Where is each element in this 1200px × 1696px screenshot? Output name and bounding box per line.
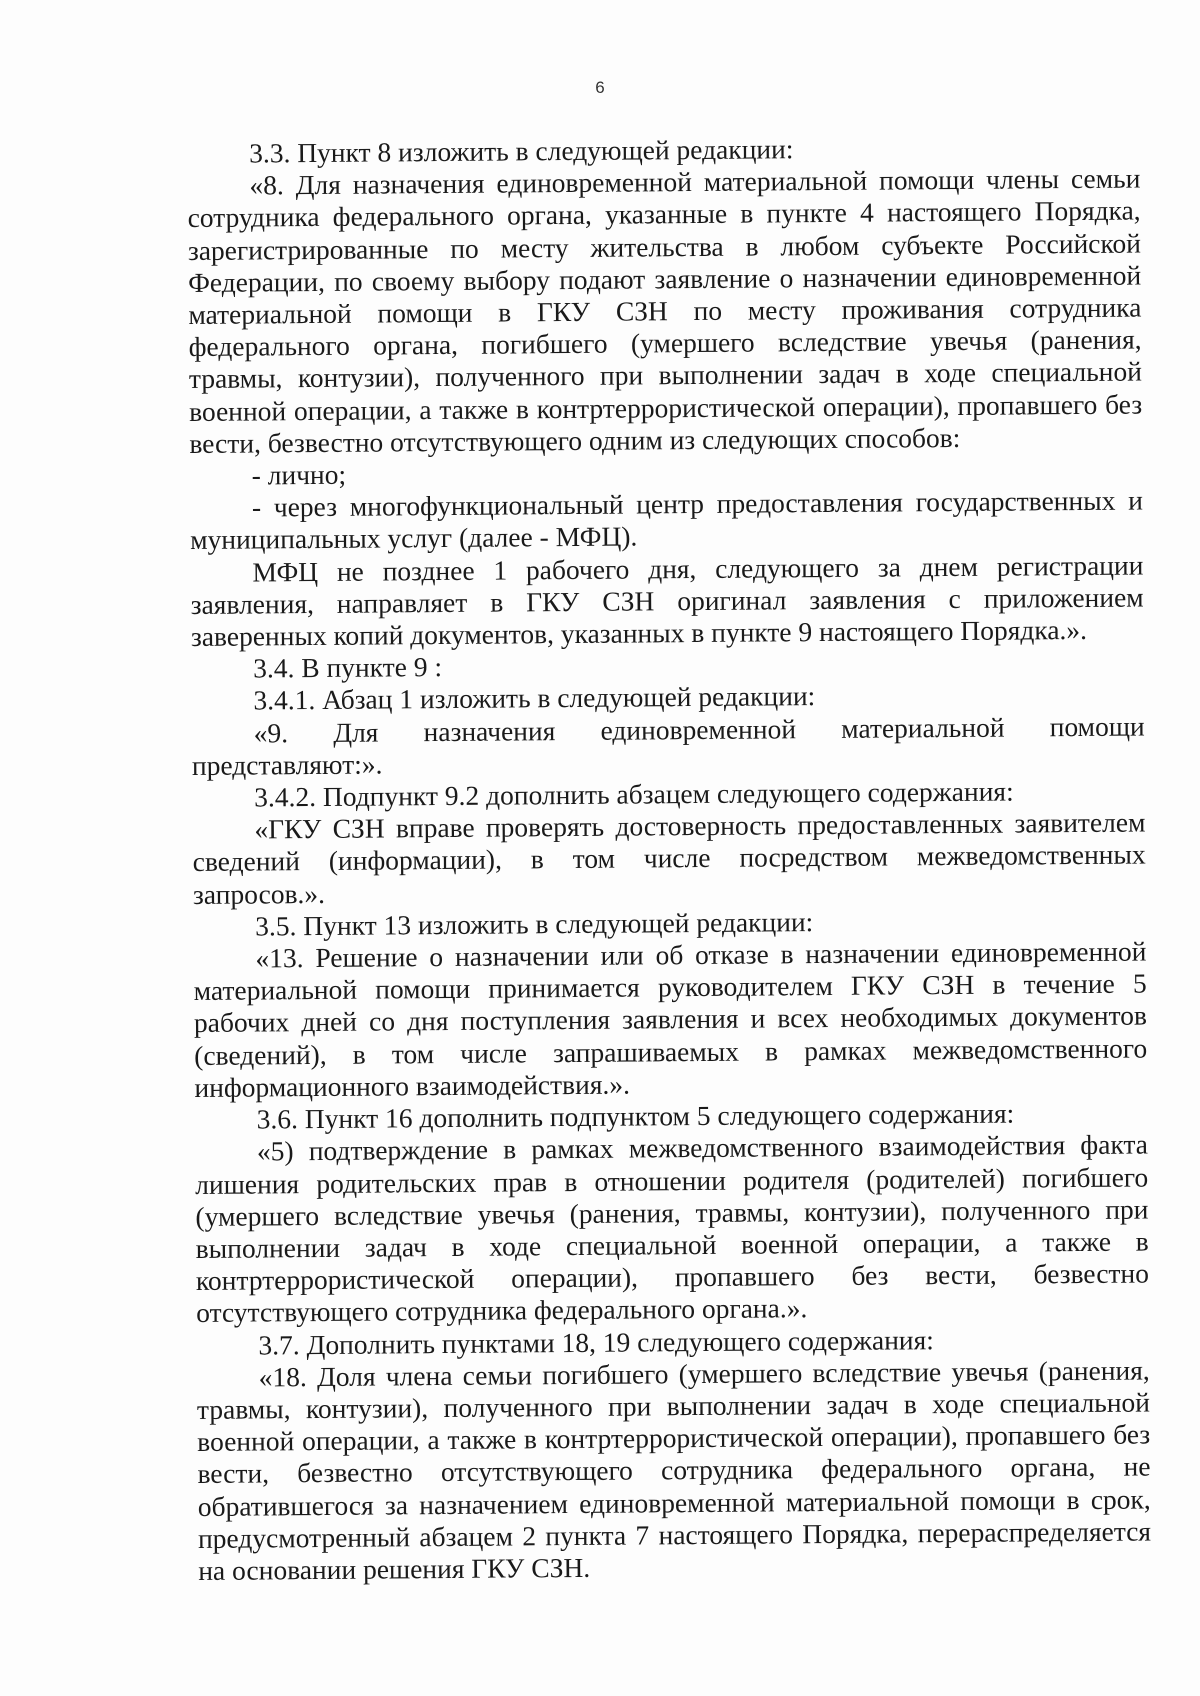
paragraph-mfc-deadline: МФЦ не позднее 1 рабочего дня, следующего за днем регистрации заявления, направляет в ГКУ СЗН оригинал заявления с приложением заверенных копий документов, указанных в пункте 9 настоящего Порядка.». — [190, 549, 1144, 653]
paragraph-3-4: 3.4. В пункте 9 : — [253, 651, 443, 684]
paragraph-subpoint-5: «5) подтверждение в рамках межведомственного взаимодействия факта лишения родительских прав в отношении родителя (родителей) погибшего (умершего вследствие увечья (ранения, травмы, контузии), полученного при выполнении задач в ходе специальной военной операции, а также в контртеррористической операции), пропавшего без вести, безвестно отсутствующего сотрудника федерального органа.». — [195, 1128, 1150, 1329]
paragraph-3-6: 3.6. Пункт 16 дополнить подпунктом 5 следующего содержания: — [256, 1097, 1015, 1135]
paragraph-3-4-2: 3.4.2. Подпункт 9.2 дополнить абзацем следующего содержания: — [254, 775, 1014, 813]
paragraph-verification: «ГКУ СЗН вправе проверять достоверность предоставленных заявителем сведений (информации), в том числе посредством межведомственных запросов.». — [192, 806, 1146, 910]
list-item-mfc: - через многофункциональный центр предоставления государственных и муниципальных услуг (далее - МФЦ). — [190, 484, 1143, 556]
page-number: 6 — [595, 78, 605, 97]
paragraph-point-8: «8. Для назначения единовременной материальной помощи члены семьи сотрудника федерального органа, указанные в пункте 4 настоящего Порядка, зарегистрированные по месту жительства в любом субъекте Российской Федерации, по своему выбору подают заявление о назначении единовременной материальной помощи в ГКУ СЗН по месту проживания сотрудника федерального органа, погибшего (умершего вследствие увечья (ранения, травмы, контузии), полученного при выполнении задач в ходе специальной военной операции, а также в контртеррористической операции), пропавшего без вести, безвестно отсутствующего одним из следующих способов: — [187, 162, 1143, 459]
paragraph-point-9: «9. Для назначения единовременной материальной помощи представляют:». — [191, 710, 1145, 781]
paragraph-3-7: 3.7. Дополнить пунктами 18, 19 следующего содержания: — [258, 1323, 934, 1360]
paragraph-3-4-1: 3.4.1. Абзац 1 изложить в следующей редакции: — [253, 680, 816, 716]
paragraph-point-18: «18. Доля члена семьи погибшего (умершего вследствие увечья (ранения, травмы, контузии), полученного при выполнении задач в ходе специальной военной операции, а также в контртеррористической операции), пропавшего без вести, безвестно отсутствующего сотрудника федерального органа, не обратившегося за назначением единовременной материальной помощи в срок, предусмотренный абзацем 2 пункта 7 настоящего Порядка, перераспределяется на основании решения ГКУ СЗН. — [196, 1354, 1152, 1586]
paragraph-point-13: «13. Решение о назначении или об отказе в назначении единовременной материальной помощи принимается руководителем ГКУ СЗН в течение 5 рабочих дней со дня поступления заявления и всех необходимых документов (сведений), в том числе запрашиваемых в рамках межведомственного информационного взаимодействия.». — [193, 935, 1148, 1103]
document-body — [187, 131, 1151, 1588]
paragraph-3-5: 3.5. Пункт 13 изложить в следующей редакции: — [255, 905, 814, 942]
paragraph-3-3: 3.3. Пункт 8 изложить в следующей редакции: — [248, 133, 794, 169]
list-item-in-person: - лично; — [251, 458, 347, 491]
